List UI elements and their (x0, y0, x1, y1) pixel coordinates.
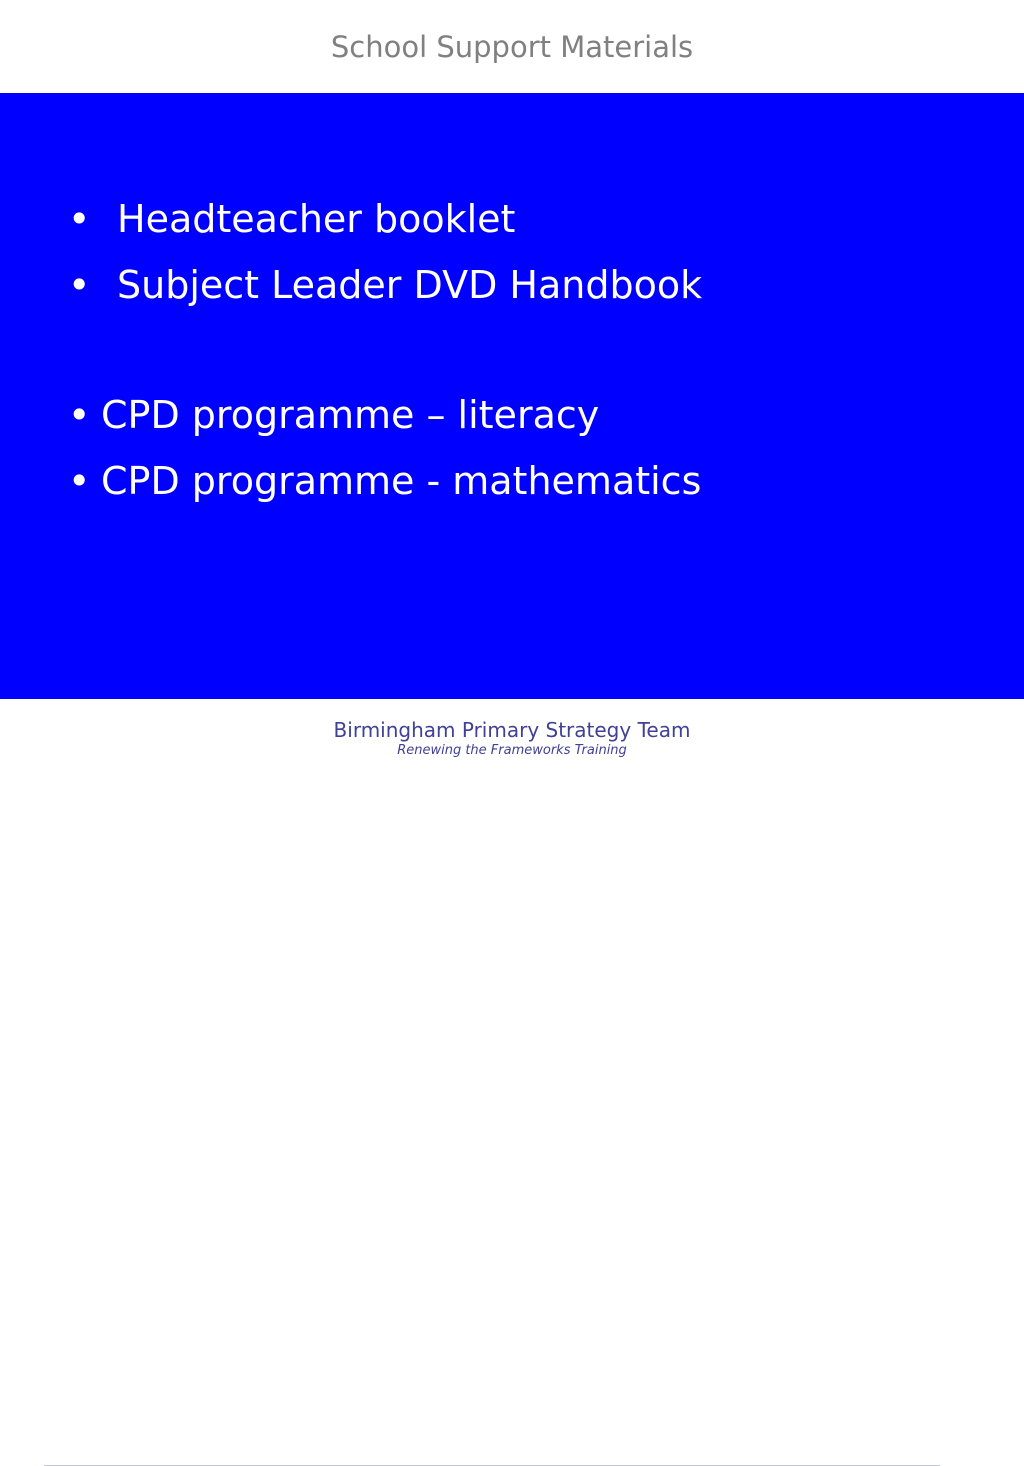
bullet-icon: • (68, 393, 91, 437)
footer-title: Birmingham Primary Strategy Team (333, 718, 691, 742)
bullet-list-cpd (0, 382, 1024, 514)
bullet-text: CPD programme – literacy (101, 393, 600, 437)
bullet-text: Headteacher booklet (117, 197, 516, 241)
list-item (0, 252, 1024, 318)
bullet-text: CPD programme - mathematics (101, 459, 702, 503)
slide-title: School Support Materials (330, 29, 694, 64)
list-item (0, 186, 1024, 252)
bullet-text: Subject Leader DVD Handbook (117, 263, 703, 307)
list-item (0, 448, 1024, 514)
footer (0, 699, 1024, 768)
footer-subtitle: Renewing the Frameworks Training (397, 743, 627, 758)
list-item (0, 382, 1024, 448)
bullet-icon: • (68, 263, 91, 307)
content-panel (0, 93, 1024, 699)
bullet-icon: • (68, 197, 91, 241)
bullet-list-primary (0, 186, 1024, 318)
bullet-icon: • (68, 459, 91, 503)
